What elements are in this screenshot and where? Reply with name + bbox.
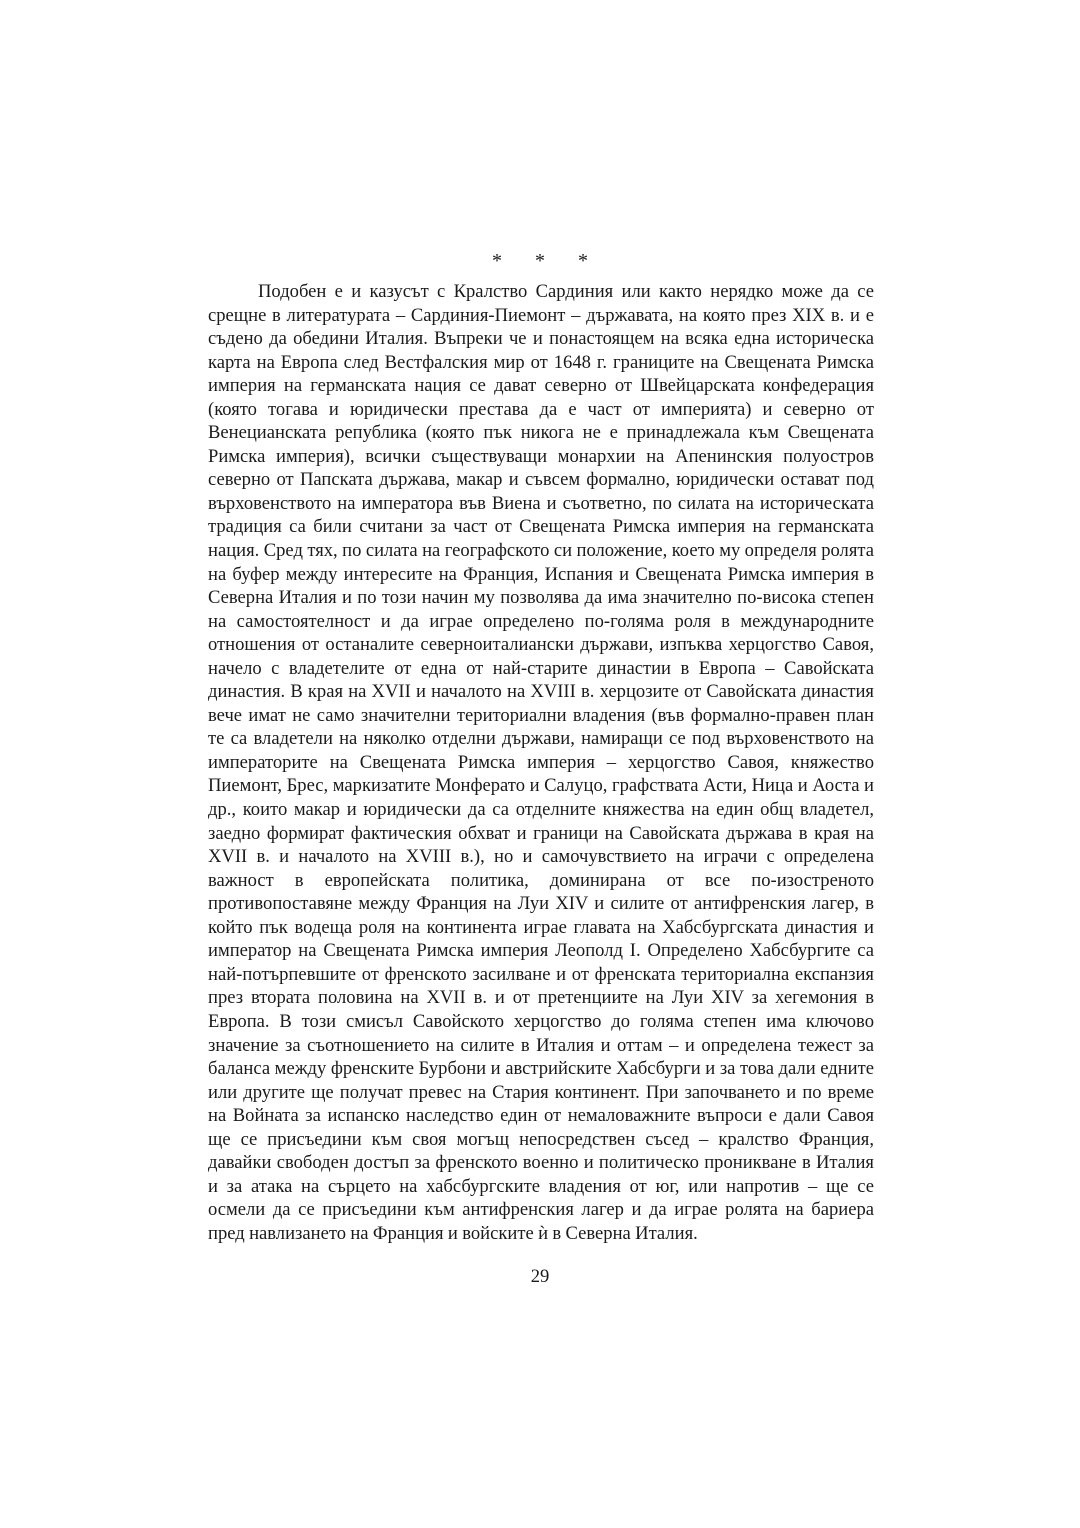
section-separator: * * *	[492, 250, 602, 272]
page-number: 29	[530, 1266, 550, 1287]
body-paragraph: Подобен е и казусът с Кралство Сардиния или както нерядко може да се срещне в литературата – Сардиния-Пиемонт – държавата, на която през XIX в. и е съдено да обедини Италия. Въпреки че и понастоящем на всяка една историческа карта на Европа след Вестфалския мир от 1648 г. границите на Свещената Римска империя на германската нация се дават северно от Швейцарската конфедерация (която тогава и юридически престава да е част от империята) и северно от Венецианската република (която пък никога не е принадлежала към Свещената Римска империя), всички съществуващи монархии на Апенинския полуостров северно от Папската държава, макар и съвсем формално, юридически остават под върховенството на императора във Виена и съответно, по силата на историческата традиция са били считани за част от Свещената Римска империя на германската нация. Сред тях, по силата на географското си положение, което му определя ролята на буфер между интересите на Франция, Испания и Свещената Римска империя в Северна Италия и по този начин му позволява да има значително по-висока степен на самостоятелност и да играе определено по-голяма роля в международните отношения от останалите северноиталиански държави, изпъква херцогство Савоя, начело с владетелите от една от най-старите династии в Европа – Савойската династия. В края на XVII и началото на XVIII в. херцозите от Савойската династия вече имат не само значителни териториални владения (във формално-правен план те са владетели на няколко отделни държави, намиращи се под върховенството на императорите на Свещената Римска империя – херцогство Савоя, княжество Пиемонт, Брес, маркизатите Монферато и Салуцо, графствата Асти, Ница и Аоста и др., които макар и юридически да са отделните княжества на един общ владетел, заедно формират фактическия обхват и граници на Савойската държава в края на XVII в. и началото на XVIII в.), но и самочувствието на играчи с определена важност в европейската политика, доминирана от все по-изостреното противопоставяне между Франция на Луи XIV и силите от антифренския лагер, в който пък водеща роля на континента играе главата на Хабсбургската династия и император на Свещената Римска империя Леополд I. Определено Хабсбургите са най-потърпевшите от френското засилване и от френската териториална експанзия през втората половина на XVII в. и от претенциите на Луи XIV за хегемония в Европа. В този смисъл Савойското херцогство до голяма степен има ключово значение за съотношението на силите в Италия и оттам – и определена тежест за баланса между френските Бурбони и австрийските Хабсбурги и за това дали едните или другите ще получат превес на Стария континент. При започването и по време на Войната за испанско наследство един от немаловажните въпроси е дали Савоя ще се присъедини към своя могъщ непосредствен съсед – кралство Франция, давайки свободен достъп за френското военно и политическо проникване в Италия и за атака на сърцето на хабсбургските владения от юг, или напротив – ще се осмели да се присъедини към антифренския лагер и да играе ролята на бариера пред навлизането на Франция и войските ѝ в Северна Италия.	[208, 281, 874, 1244]
